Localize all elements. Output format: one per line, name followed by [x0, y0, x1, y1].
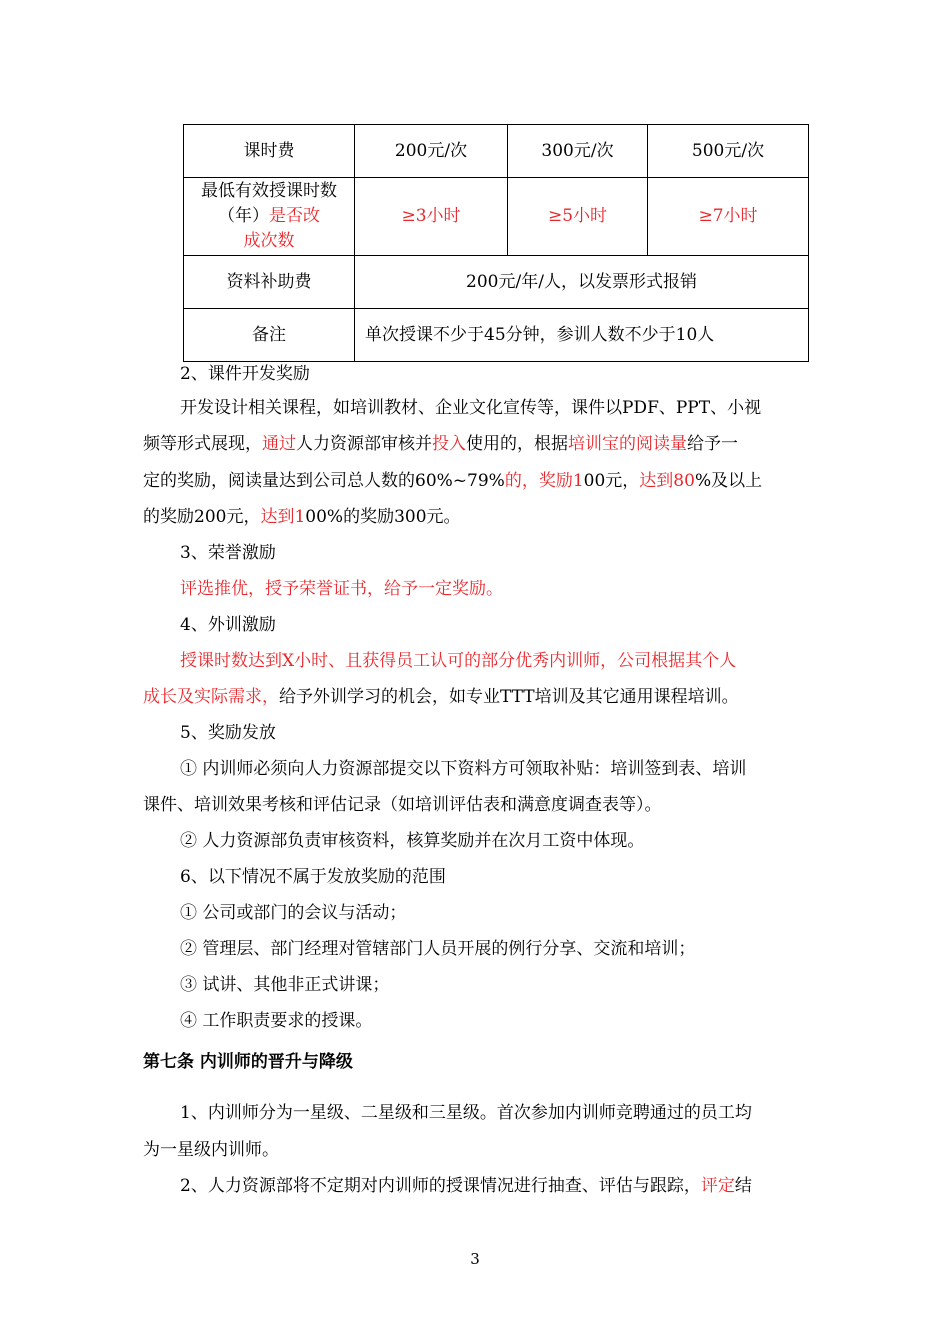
text-run: 成长及实际需求，	[143, 687, 279, 707]
list-item: ① 公司或部门的会议与活动；	[180, 903, 407, 923]
label-part: 最低有效授课时数	[201, 181, 337, 201]
fee-table	[183, 124, 809, 362]
table-cell: 200元/年/人，以发票形式报销	[355, 256, 809, 309]
paragraph-line: 评选推优，授予荣誉证书，给予一定奖励。	[180, 579, 503, 599]
paragraph-line: ② 人力资源部负责审核资料，核算奖励并在次月工资中体现。	[180, 831, 645, 851]
table-cell: 500元/次	[648, 125, 809, 178]
paragraph-line: 开发设计相关课程，如培训教材、企业文化宣传等，课件以PDF、PPT、小视	[180, 398, 762, 418]
paragraph-line	[143, 432, 738, 456]
row-label	[184, 178, 355, 256]
page-number: 3	[470, 1250, 480, 1268]
row-label: 备注	[184, 309, 355, 362]
section-title: 2、课件开发奖励	[180, 364, 310, 384]
table-row	[184, 125, 809, 178]
text-run: 通过	[262, 434, 296, 454]
text-run: 达到	[260, 507, 295, 527]
list-item: ③ 试讲、其他非正式讲课；	[180, 975, 390, 995]
paragraph-line: ① 内训师必须向人力资源部提交以下资料方可领取补贴：培训签到表、培训	[180, 759, 747, 779]
section-title: 3、荣誉激励	[180, 543, 276, 563]
text-run: 的，奖励	[504, 471, 573, 491]
table-cell: ≥7小时	[648, 178, 809, 256]
text-run: 的奖励200元，	[143, 507, 261, 527]
text-run: 使用的，根据	[466, 434, 568, 454]
text-run: 培训宝的阅读量	[568, 434, 687, 454]
text-run: 00%的奖励300元。	[305, 507, 461, 527]
section-title: 4、外训激励	[180, 615, 276, 635]
table-cell: 单次授课不少于45分钟，参训人数不少于10人	[355, 309, 809, 362]
text-run: 结	[734, 1176, 752, 1196]
text-run: 给予外训学习的机会，如专业TTT培训及其它通用课程培训。	[279, 687, 739, 707]
label-note: 是否改	[269, 206, 320, 226]
text-run: 00元，	[583, 471, 640, 491]
table-row	[184, 178, 809, 256]
article-heading: 第七条 内训师的晋升与降级	[143, 1052, 353, 1072]
label-note: 成次数	[243, 231, 295, 251]
text-run: 2、人力资源部将不定期对内训师的授课情况进行抽查、评估与跟踪，	[180, 1176, 701, 1196]
text-run: 投入	[432, 434, 466, 454]
paragraph-line: 为一星级内训师。	[143, 1140, 279, 1160]
text-run: 频等形式展现，	[143, 434, 262, 454]
row-label: 资料补助费	[184, 256, 355, 309]
label-part: （年）	[218, 206, 269, 226]
paragraph-line	[180, 1174, 752, 1198]
text-run: 1	[572, 471, 584, 491]
list-item: ② 管理层、部门经理对管辖部门人员开展的例行分享、交流和培训；	[180, 939, 696, 959]
paragraph-line	[143, 505, 461, 529]
text-run: 80	[673, 471, 695, 491]
text-run: 给予一	[687, 434, 738, 454]
text-run: 定的奖励，阅读量达到公司总人数的60%~79%	[143, 471, 505, 491]
paragraph-line	[143, 469, 762, 493]
table-row	[184, 256, 809, 309]
table-cell: 200元/次	[355, 125, 508, 178]
section-title: 6、以下情况不属于发放奖励的范围	[180, 867, 446, 887]
paragraph-line: 1、内训师分为一星级、二星级和三星级。首次参加内训师竞聘通过的员工均	[180, 1103, 752, 1123]
text-run: 人力资源部审核并	[296, 434, 432, 454]
text-run: 达到	[639, 471, 674, 491]
list-item: ④ 工作职责要求的授课。	[180, 1011, 373, 1031]
row-label: 课时费	[184, 125, 355, 178]
table-row	[184, 309, 809, 362]
paragraph-line: 课件、培训效果考核和评估记录（如培训评估表和满意度调查表等）。	[143, 795, 662, 815]
table-cell: ≥3小时	[355, 178, 508, 256]
text-run: %及以上	[694, 471, 763, 491]
paragraph-line	[143, 685, 739, 709]
text-run: 评定	[700, 1176, 735, 1196]
section-title: 5、奖励发放	[180, 723, 276, 743]
table-cell: ≥5小时	[508, 178, 648, 256]
table-cell: 300元/次	[508, 125, 648, 178]
paragraph-line: 授课时数达到X小时、且获得员工认可的部分优秀内训师，公司根据其个人	[180, 651, 737, 671]
text-run: 1	[294, 507, 306, 527]
